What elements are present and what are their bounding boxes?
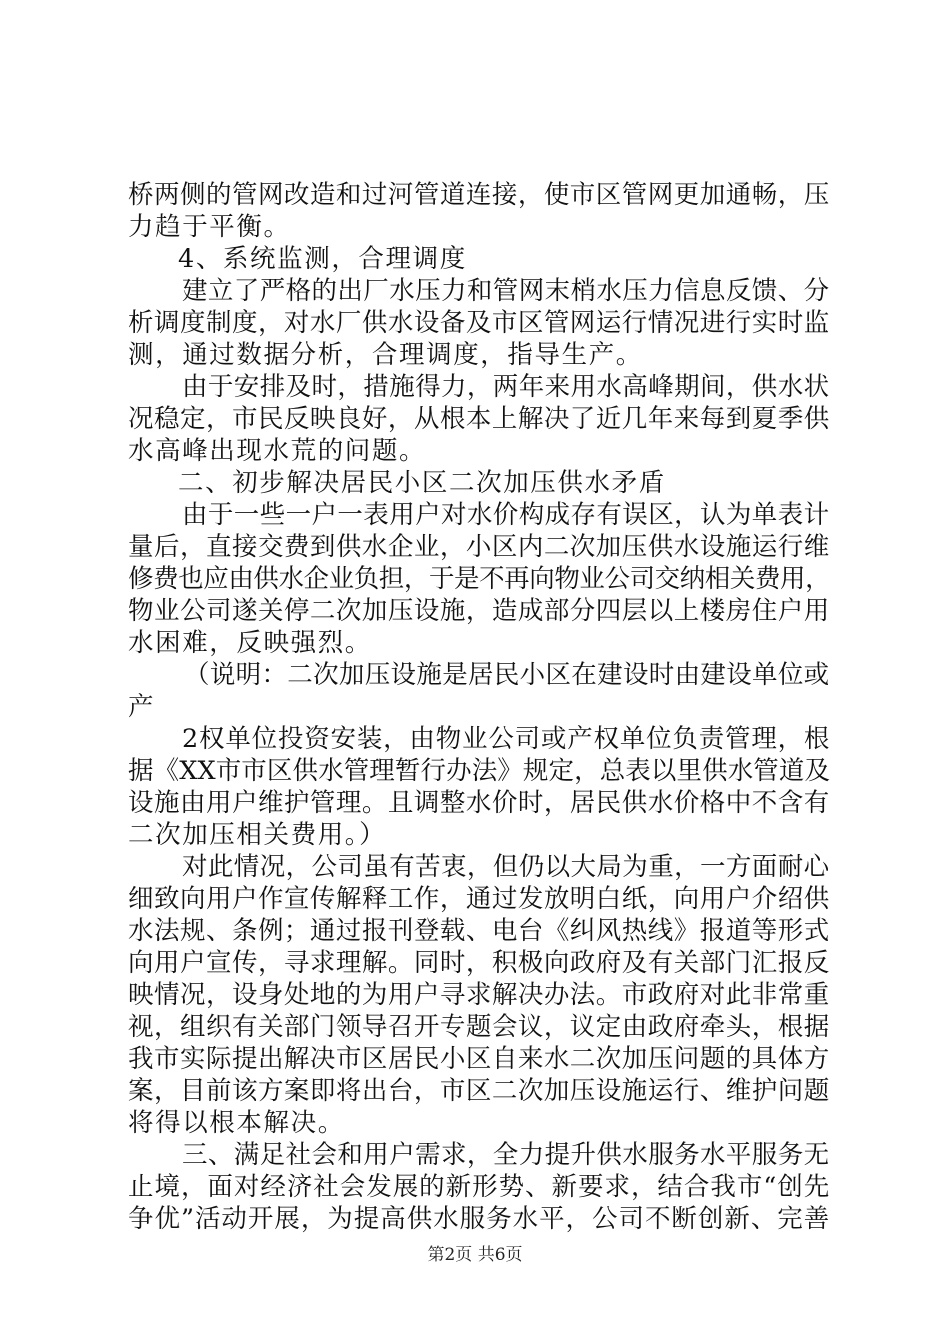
text-line: 水高峰出现水荒的问题。 [128, 436, 427, 466]
text-line: 向用户宣传，寻求理解。同时，积极向政府及有关部门汇报反 [128, 948, 830, 978]
text-line: 水法规、条例；通过报刊登载、电台《纠风热线》报道等形式 [128, 916, 830, 946]
text-line: 产 [128, 692, 156, 722]
text-line: 我市实际提出解决市区居民小区自来水二次加压问题的具体方 [128, 1044, 830, 1074]
text-line: 争优”活动开展，为提高供水服务水平，公司不断创新、完善 [128, 1204, 831, 1234]
text-line: 案，目前该方案即将出台，市区二次加压设施运行、维护问题 [128, 1076, 830, 1106]
text-line: 2权单位投资安装，由物业公司或产权单位负责管理，根 [182, 724, 831, 754]
text-line: 况稳定，市民反映良好，从根本上解决了近几年来每到夏季供 [128, 404, 830, 434]
text-line: 三、满足社会和用户需求，全力提升供水服务水平服务无 [182, 1140, 830, 1170]
text-line: 对此情况，公司虽有苦衷，但仍以大局为重，一方面耐心 [182, 852, 830, 882]
text-line: 二、初步解决居民小区二次加压供水矛盾 [178, 468, 666, 498]
text-line: （说明：二次加压设施是居民小区在建设时由建设单位或 [184, 660, 830, 690]
text-line: 析调度制度，对水厂供水设备及市区管网运行情况进行实时监 [128, 308, 830, 338]
text-line: 建立了严格的出厂水压力和管网末梢水压力信息反馈、分 [182, 276, 830, 306]
text-line: 水困难，反映强烈。 [128, 628, 372, 658]
text-line: 将得以根本解决。 [128, 1108, 345, 1138]
text-line: 细致向用户作宣传解释工作，通过发放明白纸，向用户介绍供 [128, 884, 830, 914]
text-line: 量后，直接交费到供水企业，小区内二次加压供水设施运行维 [128, 532, 830, 562]
text-line: 测，通过数据分析，合理调度，指导生产。 [128, 340, 643, 370]
text-line: 设施由用户维护管理。且调整水价时，居民供水价格中不含有 [128, 788, 830, 818]
text-line: 映情况，设身处地的为用户寻求解决办法。市政府对此非常重 [128, 980, 830, 1010]
text-line: 二次加压相关费用。） [128, 820, 387, 850]
text-line: 由于一些一户一表用户对水价构成存有误区，认为单表计 [182, 500, 830, 530]
text-line: 4、系统监测，合理调度 [178, 244, 467, 274]
text-line: 由于安排及时，措施得力，两年来用水高峰期间，供水状 [182, 372, 830, 402]
text-line: 桥两侧的管网改造和过河管道连接，使市区管网更加通畅，压 [128, 180, 830, 210]
text-line: 据《XX市市区供水管理暂行办法》规定，总表以里供水管道及 [128, 756, 831, 786]
text-line: 视，组织有关部门领导召开专题会议，议定由政府牵头，根据 [128, 1012, 830, 1042]
text-line: 物业公司遂关停二次加压设施，造成部分四层以上楼房住户用 [128, 596, 830, 626]
page-number-footer: 第2页 共6页 [427, 1245, 523, 1265]
text-line: 修费也应由供水企业负担，于是不再向物业公司交纳相关费用， [128, 564, 831, 594]
text-line: 止境，面对经济社会发展的新形势、新要求，结合我市“创先 [128, 1172, 831, 1202]
text-line: 力趋于平衡。 [128, 212, 291, 242]
